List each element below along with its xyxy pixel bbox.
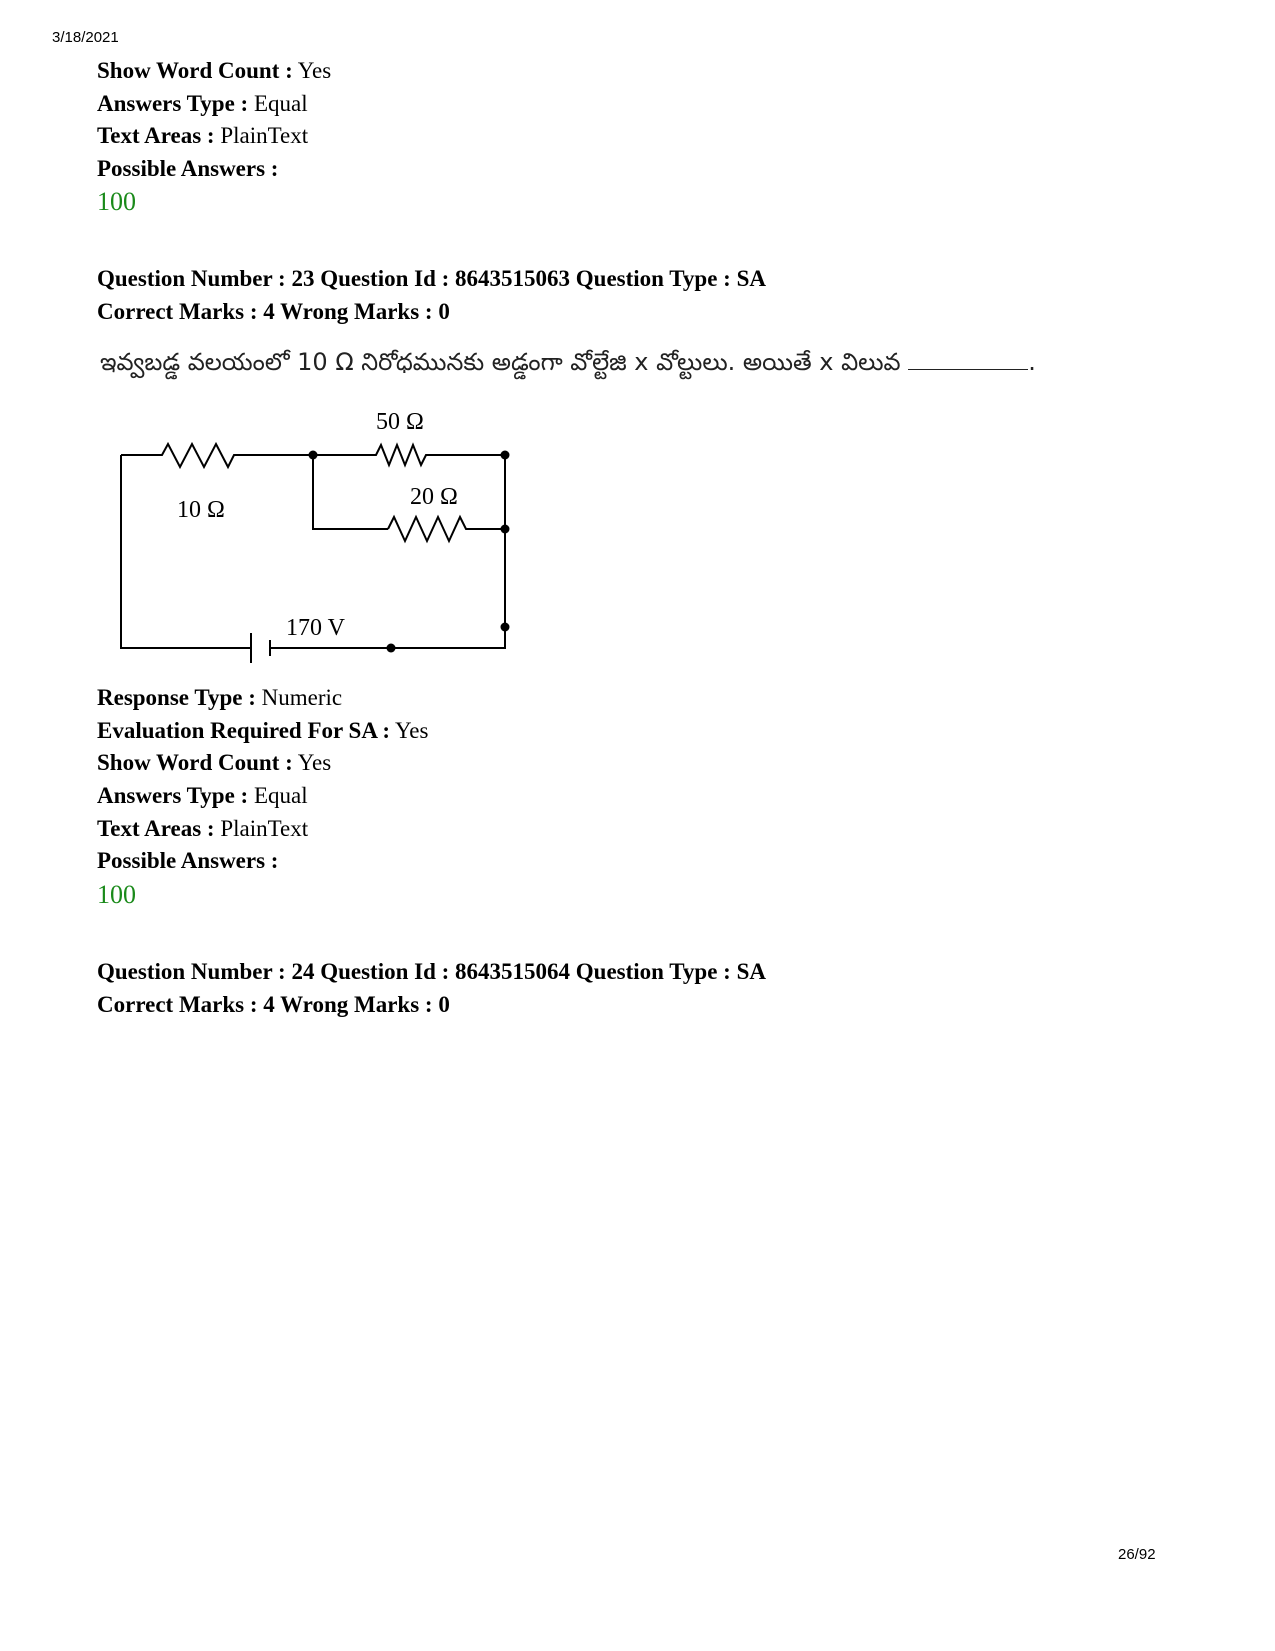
resistor-10-ohm	[121, 444, 313, 467]
q23-answers-type-label: Answers Type :	[97, 783, 249, 808]
print-date: 3/18/2021	[52, 29, 119, 46]
q23-possible-answers-label: Possible Answers :	[97, 848, 279, 873]
evaluation-required-label: Evaluation Required For SA :	[97, 718, 391, 743]
label-50-ohm: 50 Ω	[376, 409, 424, 435]
response-type-row	[97, 684, 342, 712]
label-10-ohm: 10 Ω	[177, 497, 225, 523]
question-23-marks: Correct Marks : 4 Wrong Marks : 0	[97, 299, 450, 324]
response-type-value: Numeric	[261, 685, 343, 710]
q23-answers-type-value: Equal	[253, 783, 308, 808]
evaluation-required-row	[97, 717, 428, 745]
show-word-count-value: Yes	[297, 58, 332, 83]
question-23-text: ఇవ్వబడ్డ వలయంలో 10 Ω నిరోధమునకు అడ్డంగా వోల్టేజి x వోల్టులు. అయితే x విలువ .	[100, 348, 1036, 376]
q23-show-word-count-label: Show Word Count :	[97, 750, 293, 775]
resistor-50-ohm	[313, 445, 505, 465]
answers-type-value: Equal	[253, 91, 308, 116]
q23-show-word-count-value: Yes	[297, 750, 332, 775]
q23-text-areas-value: PlainText	[220, 816, 309, 841]
page-number: 26/92	[1118, 1546, 1156, 1563]
question-24-marks: Correct Marks : 4 Wrong Marks : 0	[97, 992, 450, 1017]
q23-possible-answer-value: 100	[97, 880, 136, 909]
answers-type-row	[97, 90, 308, 118]
evaluation-required-value: Yes	[395, 718, 429, 743]
question-24-header: Question Number : 24 Question Id : 8643515064 Question Type : SA	[97, 959, 766, 984]
text-areas-row	[97, 122, 308, 150]
circuit-diagram	[100, 398, 530, 670]
battery-symbol	[251, 633, 270, 663]
possible-answers-row	[97, 155, 278, 183]
question-23-header: Question Number : 23 Question Id : 8643515063 Question Type : SA	[97, 266, 766, 291]
text-areas-label: Text Areas :	[97, 123, 215, 148]
possible-answer-value: 100	[97, 187, 136, 216]
q23-text-areas-label: Text Areas :	[97, 816, 215, 841]
answers-type-label: Answers Type :	[97, 91, 249, 116]
resistor-20-ohm	[388, 517, 505, 541]
q23-text-areas-row	[97, 815, 308, 843]
show-word-count-row	[97, 57, 331, 85]
question-23-text-body: ఇవ్వబడ్డ వలయంలో 10 Ω నిరోధమునకు అడ్డంగా వోల్టేజి x వోల్టులు. అయితే x విలువ	[100, 348, 901, 376]
response-type-label: Response Type :	[97, 685, 256, 710]
possible-answers-label: Possible Answers :	[97, 156, 279, 181]
q23-show-word-count-row	[97, 749, 331, 777]
answer-blank	[908, 351, 1028, 370]
label-170-volt: 170 V	[286, 615, 345, 641]
q23-possible-answers-row	[97, 847, 278, 875]
label-20-ohm: 20 Ω	[410, 484, 458, 510]
text-areas-value: PlainText	[220, 123, 309, 148]
show-word-count-label: Show Word Count :	[97, 58, 293, 83]
q23-answers-type-row	[97, 782, 308, 810]
